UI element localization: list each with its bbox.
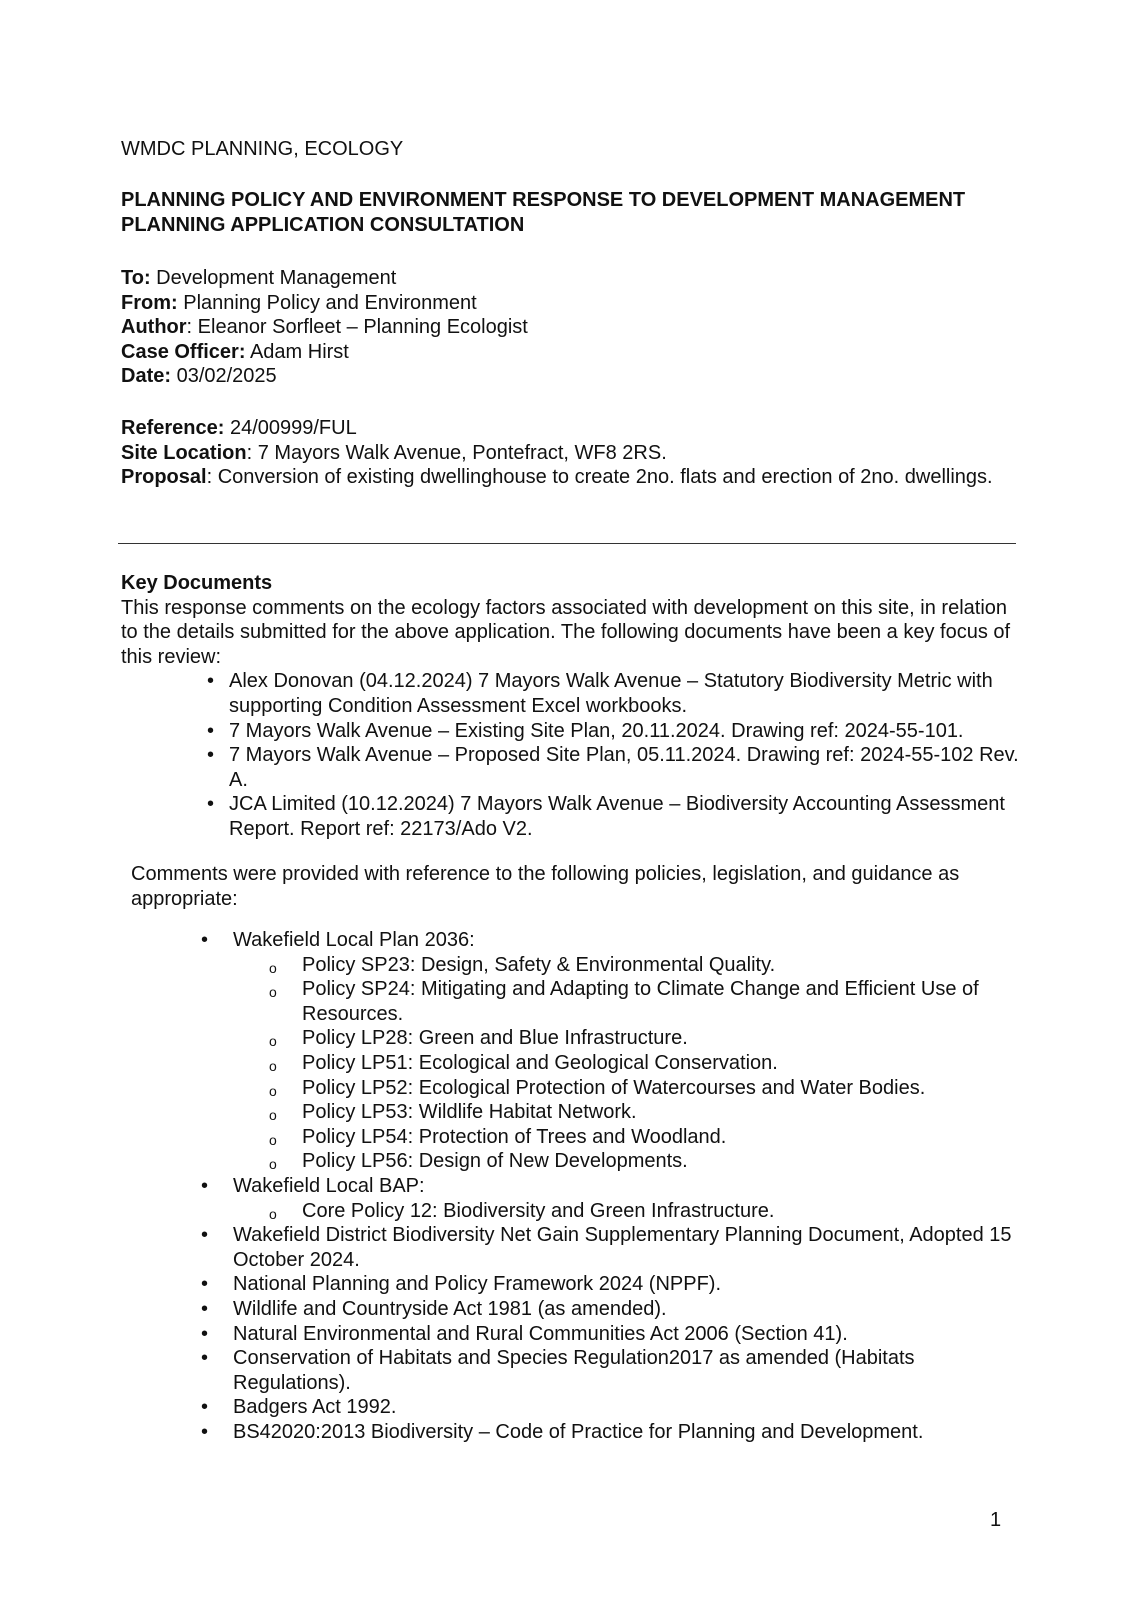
- sub-list-item: [269, 1149, 1023, 1174]
- sub-list-item-text: Policy LP28: Green and Blue Infrastructure.: [302, 1027, 688, 1050]
- meta-label: From:: [121, 291, 178, 314]
- key-documents-list: [121, 669, 1021, 841]
- sub-list-item-text: Policy LP52: Ecological Protection of Watercourses and Water Bodies.: [302, 1076, 926, 1099]
- bullet-icon: •: [207, 793, 215, 816]
- app-value: : 7 Mayors Walk Avenue, Pontefract, WF8 2RS.: [246, 441, 667, 464]
- list-item-text: 7 Mayors Walk Avenue – Existing Site Plan, 20.11.2024. Drawing ref: 2024-55-101.: [229, 719, 964, 742]
- bullet-icon: •: [201, 1322, 209, 1345]
- sub-list-item-text: Core Policy 12: Biodiversity and Green Infrastructure.: [302, 1199, 775, 1222]
- meta-value: Development Management: [150, 267, 397, 289]
- document-title: [121, 188, 1021, 237]
- circle-bullet-icon: o: [269, 1057, 277, 1074]
- meta-value: : Eleanor Sorfleet – Planning Ecologist: [186, 316, 528, 339]
- list-item: [207, 719, 1021, 744]
- sub-list-item-text: Policy SP24: Mitigating and Adapting to Climate Change and Efficient Use of Resources.: [302, 978, 979, 1025]
- list-item: [201, 928, 1023, 1174]
- circle-bullet-icon: o: [269, 1131, 277, 1148]
- meta-label: Author: [121, 316, 187, 339]
- title-line-2: PLANNING APPLICATION CONSULTATION: [121, 213, 525, 236]
- title-line-1: PLANNING POLICY AND ENVIRONMENT RESPONSE TO DEVELOPMENT MANAGEMENT: [121, 189, 966, 211]
- app-label: Site Location: [121, 441, 247, 464]
- meta-date: [121, 364, 1021, 389]
- key-documents-section: [121, 571, 1021, 842]
- meta-value: Adam Hirst: [245, 340, 349, 363]
- sub-list-item-text: Policy LP53: Wildlife Habitat Network.: [302, 1101, 637, 1124]
- sub-list-item: [269, 1051, 1023, 1076]
- list-item-text: Alex Donovan (04.12.2024) 7 Mayors Walk Avenue – Statutory Biodiversity Metric with supporting Condition Assessment Excel workbooks.: [229, 670, 993, 717]
- meta-to: [121, 266, 1021, 291]
- bullet-icon: •: [201, 1273, 209, 1296]
- list-item: [207, 792, 1021, 841]
- circle-bullet-icon: o: [269, 1205, 277, 1222]
- sub-list-item: [269, 977, 1023, 1026]
- meta-value: Planning Policy and Environment: [177, 291, 477, 314]
- list-item-text: National Planning and Policy Framework 2024 (NPPF).: [233, 1273, 721, 1296]
- list-item: [201, 1223, 1023, 1272]
- sub-list-item: [269, 1199, 1023, 1224]
- section-divider: [118, 543, 1016, 544]
- circle-bullet-icon: o: [269, 959, 277, 976]
- list-item: [201, 1272, 1023, 1297]
- bullet-icon: •: [201, 1396, 209, 1419]
- list-item-text: Badgers Act 1992.: [233, 1396, 397, 1419]
- list-item-text: 7 Mayors Walk Avenue – Proposed Site Plan, 05.11.2024. Drawing ref: 2024-55-102 Rev. A.: [229, 744, 1019, 791]
- meta-from: [121, 291, 1021, 316]
- list-item: [207, 743, 1021, 792]
- list-item: [201, 1420, 1023, 1445]
- sub-list-item: [269, 1100, 1023, 1125]
- list-item-text: BS42020:2013 Biodiversity – Code of Practice for Planning and Development.: [233, 1420, 924, 1443]
- list-item: [201, 1297, 1023, 1322]
- sub-list-item: [269, 953, 1023, 978]
- list-item-text: JCA Limited (10.12.2024) 7 Mayors Walk Avenue – Biodiversity Accounting Assessment Report. Report ref: 22173/Ado V2.: [229, 793, 1005, 840]
- bullet-icon: •: [207, 719, 215, 742]
- policies-list: [201, 928, 1023, 1444]
- sub-list-item-text: Policy LP51: Ecological and Geological Conservation.: [302, 1051, 778, 1074]
- bullet-icon: •: [201, 1297, 209, 1320]
- bullet-icon: •: [201, 929, 209, 951]
- sub-list-item-text: Policy SP23: Design, Safety & Environmental Quality.: [302, 953, 776, 976]
- meta-case-officer: [121, 340, 1021, 365]
- app-value: 24/00999/FUL: [224, 417, 357, 439]
- circle-bullet-icon: o: [269, 1082, 277, 1099]
- list-item-text: Wakefield Local BAP:: [233, 1174, 425, 1197]
- meta-label: To:: [121, 267, 151, 289]
- sub-list: [233, 953, 1023, 1174]
- bullet-icon: •: [201, 1174, 209, 1197]
- sub-list-item: [269, 1076, 1023, 1101]
- list-item: [201, 1174, 1023, 1223]
- bullet-icon: •: [207, 744, 215, 767]
- sub-list: [233, 1199, 1023, 1224]
- app-label: Proposal: [121, 466, 207, 489]
- list-item: [201, 1395, 1023, 1420]
- circle-bullet-icon: o: [269, 1107, 277, 1124]
- page-number: 1: [990, 1509, 1002, 1531]
- list-item: [201, 1346, 1023, 1395]
- sub-list-item-text: Policy LP54: Protection of Trees and Woodland.: [302, 1125, 727, 1148]
- app-site-location: [121, 441, 1021, 466]
- circle-bullet-icon: o: [269, 984, 277, 1001]
- meta-label: Case Officer:: [121, 340, 246, 363]
- meta-author: [121, 315, 1021, 340]
- app-reference: [121, 416, 1021, 441]
- list-item-text: Wildlife and Countryside Act 1981 (as amended).: [233, 1297, 667, 1320]
- key-documents-heading: Key Documents: [121, 572, 273, 594]
- comments-intro: Comments were provided with reference to the following policies, legislation, and guidance as appropriate:: [131, 863, 960, 910]
- bullet-icon: •: [207, 670, 215, 693]
- circle-bullet-icon: o: [269, 1033, 277, 1050]
- app-proposal: [121, 465, 1021, 490]
- sub-list-item-text: Policy LP56: Design of New Developments.: [302, 1150, 688, 1173]
- app-label: Reference:: [121, 417, 225, 439]
- meta-label: Date:: [121, 365, 172, 388]
- list-item-text: Wakefield Local Plan 2036:: [233, 929, 475, 951]
- list-item: [207, 669, 1021, 718]
- list-item-text: Wakefield District Biodiversity Net Gain Supplementary Planning Document, Adopted 15 October 2024.: [233, 1224, 1012, 1271]
- meta-value: 03/02/2025: [171, 365, 277, 388]
- list-item-text: Conservation of Habitats and Species Regulation2017 as amended (Habitats Regulations).: [233, 1347, 915, 1394]
- bullet-icon: •: [201, 1347, 209, 1370]
- memo-details: [121, 266, 1021, 389]
- circle-bullet-icon: o: [269, 1156, 277, 1173]
- list-item-text: Natural Environmental and Rural Communities Act 2006 (Section 41).: [233, 1322, 848, 1345]
- sub-list-item: [269, 1125, 1023, 1150]
- sub-list-item: [269, 1026, 1023, 1051]
- bullet-icon: •: [201, 1224, 209, 1247]
- bullet-icon: •: [201, 1420, 209, 1443]
- key-documents-intro: This response comments on the ecology factors associated with development on this site, in relation to the details submitted for the above application. The following documents have been a key focus of this review:: [121, 596, 1011, 668]
- application-details: [121, 416, 1021, 490]
- list-item: [201, 1322, 1023, 1347]
- app-value: : Conversion of existing dwellinghouse to create 2no. flats and erection of 2no. dwellings.: [206, 466, 993, 489]
- organisation-header: WMDC PLANNING, ECOLOGY: [121, 138, 404, 160]
